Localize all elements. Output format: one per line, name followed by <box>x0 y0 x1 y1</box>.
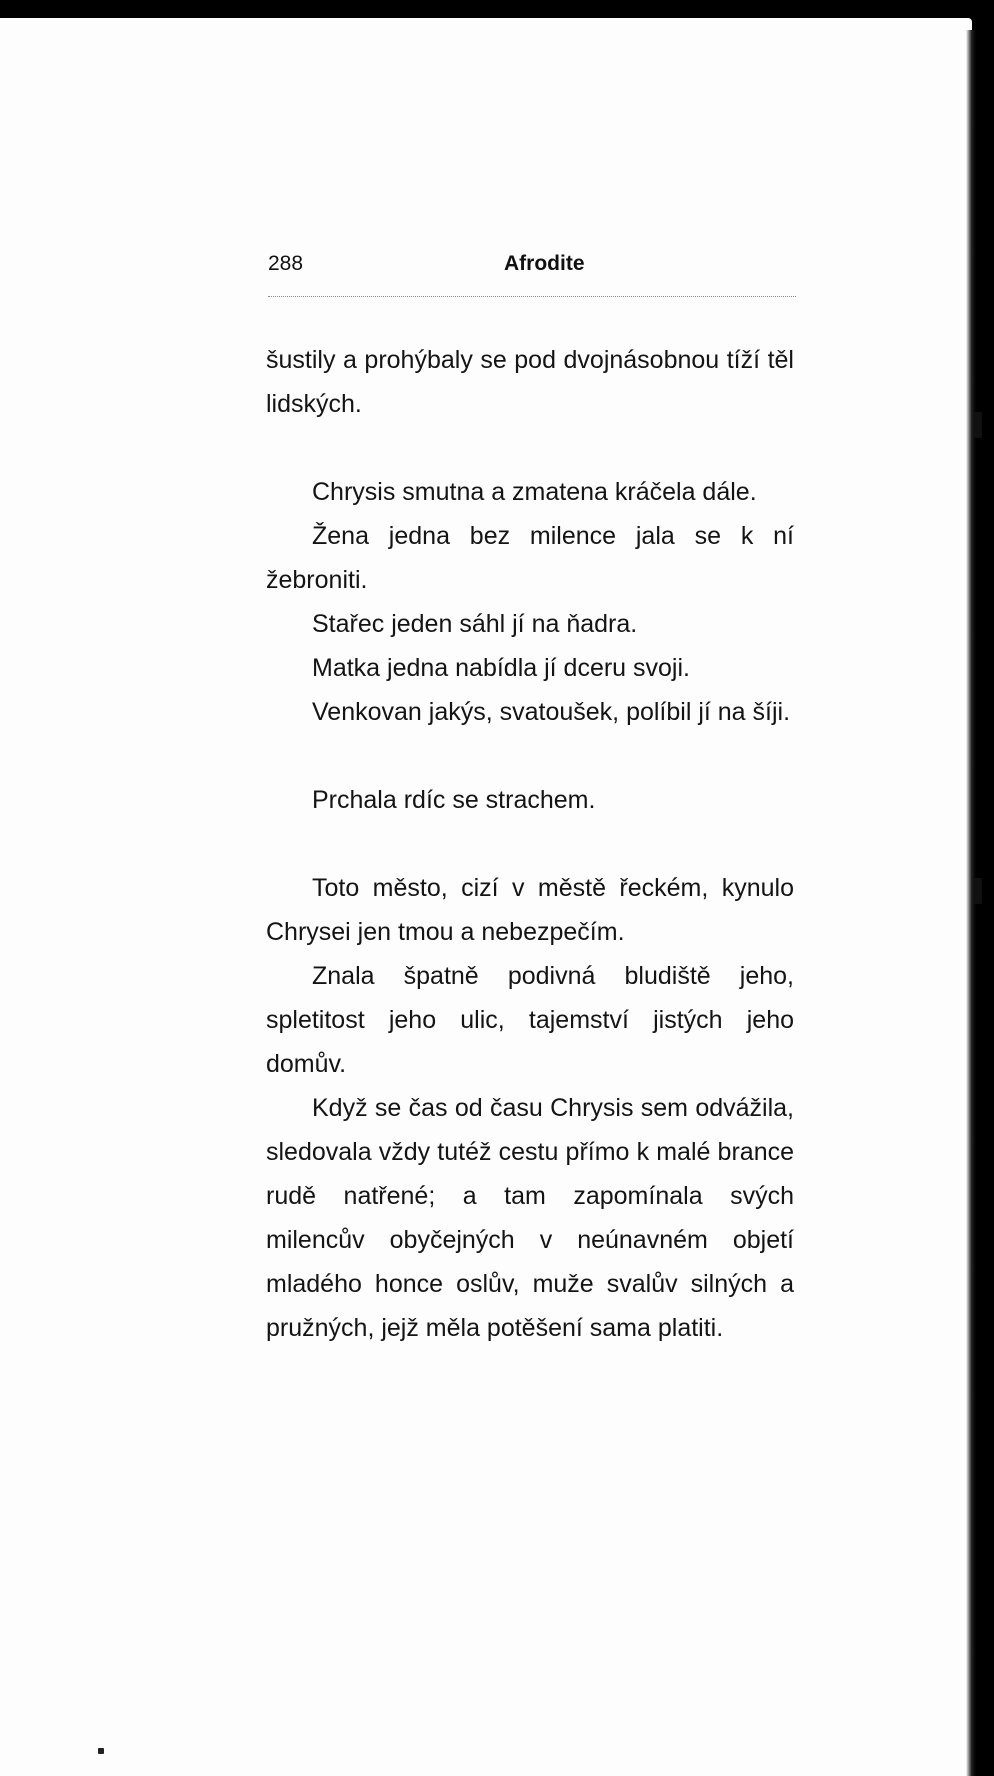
body-text <box>266 338 794 1350</box>
paragraph: Toto město, cizí v městě řeckém, kynulo Chrysei jen tmou a nebezpečím. <box>266 874 794 946</box>
paragraph: Žena jedna bez milence jala se k ní žebroniti. <box>266 522 794 594</box>
paragraph: Stařec jeden sáhl jí na ňadra. <box>312 610 638 638</box>
paragraph: Chrysis smutna a zmatena kráčela dále. <box>312 478 757 506</box>
paragraph: Znala špatně podivná bludiště jeho, spletitost jeho ulic, tajemství jistých jeho domův. <box>266 962 794 1078</box>
scan-speck <box>98 1748 104 1754</box>
edge-mark <box>974 878 982 904</box>
paragraph: Prchala rdíc se strachem. <box>312 786 596 814</box>
paragraph: Venkovan jakýs, svatoušek, políbil jí na šíji. <box>312 698 791 726</box>
page-number: 288 <box>268 252 304 275</box>
paragraph: Matka jedna nabídla jí dceru svoji. <box>312 654 690 682</box>
page-header <box>268 252 796 282</box>
paragraph: Když se čas od času Chrysis sem odvážila, sledovala vždy tutéž cestu přímo k malé brance rudě natřené; a tam zapomínala svých milencův obyčejných v neúnavném objetí mladého honce oslův, muže svalův silných a pružných, jejž měla potěšení sama platiti. <box>266 1094 794 1342</box>
header-rule <box>268 296 796 297</box>
paragraph: šustily a prohýbaly se pod dvojnásobnou tíží těl lidských. <box>266 346 794 418</box>
running-title: Afrodite <box>504 252 585 275</box>
edge-mark <box>974 412 982 438</box>
